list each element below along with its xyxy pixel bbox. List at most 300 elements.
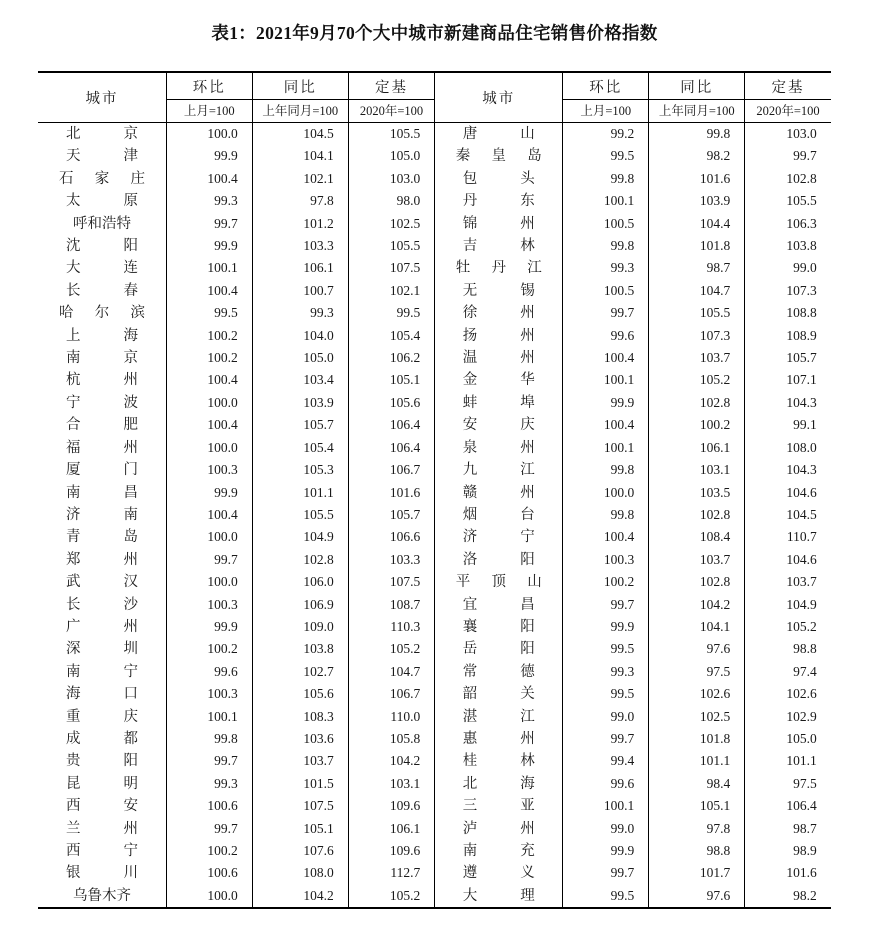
city-name-cell xyxy=(38,795,166,817)
mom-value-cell: 100.2 xyxy=(563,571,649,593)
mom-value-cell: 100.3 xyxy=(166,459,252,481)
table-row xyxy=(435,213,831,235)
col-header-yoy-left: 同比 xyxy=(252,72,348,100)
yoy-value-cell: 102.8 xyxy=(649,571,745,593)
city-name-text: 兰州 xyxy=(66,820,138,837)
fixed-base-value-cell: 98.2 xyxy=(745,885,831,908)
city-name-text: 重庆 xyxy=(66,708,138,725)
fixed-base-value-cell: 112.7 xyxy=(390,865,421,881)
table-row xyxy=(435,638,831,660)
city-name-text: 哈尔滨 xyxy=(59,305,145,322)
yoy-value-cell: 103.7 xyxy=(252,750,348,772)
city-name-cell xyxy=(38,773,166,795)
yoy-value-cell: 97.6 xyxy=(649,638,745,660)
mom-value-cell: 100.0 xyxy=(166,123,252,146)
city-name-cell xyxy=(435,526,563,548)
city-name-cell xyxy=(435,571,563,593)
fixed-base-value-cell: 99.0 xyxy=(793,260,817,276)
city-name-text: 湛江 xyxy=(462,708,535,725)
city-name-text: 韶关 xyxy=(462,686,535,703)
mom-value-cell: 99.0 xyxy=(563,706,649,728)
col-header-mom-left: 环比 xyxy=(166,72,252,100)
city-name-cell xyxy=(38,123,166,146)
table-row xyxy=(38,257,434,279)
city-name-cell xyxy=(435,280,563,302)
table-row xyxy=(435,459,831,481)
table-row xyxy=(38,190,434,212)
mom-value-cell: 100.4 xyxy=(563,414,649,436)
city-name-cell xyxy=(38,683,166,705)
city-name-cell xyxy=(38,571,166,593)
city-name-cell xyxy=(435,706,563,728)
yoy-value-cell: 108.3 xyxy=(252,706,348,728)
fixed-base-value-cell: 98.0 xyxy=(396,193,421,209)
city-name-text: 沈阳 xyxy=(66,238,138,255)
city-name-text: 郑州 xyxy=(66,551,138,568)
city-name-text: 金华 xyxy=(462,372,535,389)
mom-value-cell: 100.1 xyxy=(563,190,649,212)
city-name-text: 无锡 xyxy=(462,282,535,299)
mom-value-cell: 100.4 xyxy=(563,347,649,369)
mom-value-cell: 99.6 xyxy=(166,661,252,683)
fixed-base-value-cell: 110.3 xyxy=(390,618,421,634)
fixed-base-value-cell: 108.0 xyxy=(786,439,817,455)
mom-value-cell: 100.1 xyxy=(166,257,252,279)
fixed-base-value-cell: 102.1 xyxy=(389,282,421,298)
city-name-cell xyxy=(435,482,563,504)
city-name-text: 三亚 xyxy=(462,798,535,815)
yoy-value-cell: 105.6 xyxy=(252,683,348,705)
city-name-cell xyxy=(38,840,166,862)
table-row xyxy=(38,437,434,459)
fixed-base-value-cell: 99.7 xyxy=(793,148,817,164)
table-row xyxy=(435,526,831,548)
fixed-base-value-cell: 107.5 xyxy=(389,260,421,276)
yoy-value-cell: 102.8 xyxy=(252,549,348,571)
city-name-text: 九江 xyxy=(462,462,535,479)
mom-value-cell: 99.3 xyxy=(563,257,649,279)
mom-value-cell: 99.7 xyxy=(166,818,252,840)
city-name-text: 大理 xyxy=(462,887,535,904)
header-row-group-right xyxy=(435,72,831,100)
city-name-text: 南昌 xyxy=(66,484,138,501)
mom-value-cell: 99.8 xyxy=(563,168,649,190)
table-row xyxy=(38,638,434,660)
yoy-value-cell: 105.3 xyxy=(252,459,348,481)
yoy-value-cell: 108.4 xyxy=(649,526,745,548)
fixed-base-value-cell: 98.7 xyxy=(793,820,817,836)
mom-value-cell: 100.0 xyxy=(166,885,252,908)
mom-value-cell: 99.3 xyxy=(166,190,252,212)
fixed-base-value-cell: 103.0 xyxy=(389,170,421,186)
table-head-left xyxy=(38,72,434,123)
city-name-cell xyxy=(435,683,563,705)
fixed-base-value-cell: 105.5 xyxy=(389,238,421,254)
yoy-value-cell: 101.5 xyxy=(252,773,348,795)
mom-value-cell: 100.4 xyxy=(166,280,252,302)
yoy-value-cell: 101.7 xyxy=(649,862,745,884)
table-row xyxy=(38,526,434,548)
yoy-value-cell: 104.5 xyxy=(252,123,348,146)
table-row xyxy=(435,392,831,414)
city-name-cell xyxy=(435,594,563,616)
city-name-text: 昆明 xyxy=(66,775,138,792)
city-name-text: 呼和浩特 xyxy=(73,215,131,232)
table-row xyxy=(38,885,434,908)
table-row xyxy=(435,571,831,593)
yoy-value-cell: 100.2 xyxy=(649,414,745,436)
city-name-text: 天津 xyxy=(66,148,138,165)
table-row xyxy=(435,818,831,840)
col-header-fixed-right: 定基 xyxy=(745,72,831,100)
table-head-right xyxy=(435,72,831,123)
table-row xyxy=(435,369,831,391)
mom-value-cell: 99.9 xyxy=(563,840,649,862)
city-name-cell xyxy=(435,145,563,167)
city-name-text: 岳阳 xyxy=(462,641,535,658)
fixed-base-value-cell: 105.2 xyxy=(348,885,434,908)
yoy-value-cell: 103.3 xyxy=(252,235,348,257)
city-name-cell xyxy=(38,638,166,660)
fixed-base-value-cell: 107.5 xyxy=(389,574,421,590)
yoy-value-cell: 104.1 xyxy=(649,616,745,638)
fixed-base-value-cell: 101.1 xyxy=(786,753,817,769)
table-row xyxy=(435,795,831,817)
city-name-cell xyxy=(38,392,166,414)
fixed-base-value-cell: 99.1 xyxy=(793,417,817,433)
city-name-cell xyxy=(435,235,563,257)
city-name-text: 广州 xyxy=(66,618,138,635)
mom-value-cell: 99.9 xyxy=(166,235,252,257)
table-row xyxy=(38,549,434,571)
city-name-text: 南宁 xyxy=(66,663,138,680)
table-row xyxy=(38,459,434,481)
yoy-value-cell: 101.1 xyxy=(649,750,745,772)
city-name-text: 烟台 xyxy=(462,506,535,523)
table-row xyxy=(38,414,434,436)
city-name-cell xyxy=(38,818,166,840)
fixed-base-value-cell: 97.5 xyxy=(793,775,817,791)
city-name-text: 济宁 xyxy=(462,529,535,546)
city-name-cell xyxy=(435,325,563,347)
city-name-cell xyxy=(435,885,563,908)
city-name-text: 吉林 xyxy=(462,238,535,255)
table-row xyxy=(38,795,434,817)
city-name-cell xyxy=(435,168,563,190)
city-name-cell xyxy=(38,504,166,526)
fixed-base-value-cell: 103.8 xyxy=(786,238,817,254)
city-name-text: 青岛 xyxy=(66,529,138,546)
city-name-cell xyxy=(38,213,166,235)
city-name-text: 唐山 xyxy=(462,126,535,142)
mom-value-cell: 100.4 xyxy=(166,504,252,526)
fixed-base-value-cell: 104.2 xyxy=(389,753,421,769)
yoy-value-cell: 101.2 xyxy=(252,213,348,235)
table-row xyxy=(38,594,434,616)
fixed-base-value-cell: 109.6 xyxy=(389,843,421,858)
city-name-cell xyxy=(38,280,166,302)
mom-value-cell: 99.7 xyxy=(563,594,649,616)
fixed-base-value-cell: 109.6 xyxy=(389,798,421,814)
table-row xyxy=(435,706,831,728)
table-row xyxy=(38,661,434,683)
mom-value-cell: 99.3 xyxy=(563,661,649,683)
city-name-text: 平顶山 xyxy=(455,574,542,591)
city-name-text: 蚌埠 xyxy=(462,394,535,411)
table-row xyxy=(435,661,831,683)
mom-value-cell: 99.6 xyxy=(563,773,649,795)
city-name-text: 徐州 xyxy=(462,305,535,322)
yoy-value-cell: 101.8 xyxy=(649,728,745,750)
table-row xyxy=(38,728,434,750)
table-row xyxy=(38,571,434,593)
city-name-cell xyxy=(38,302,166,324)
mom-value-cell: 100.3 xyxy=(166,683,252,705)
fixed-base-value-cell: 105.7 xyxy=(389,506,421,522)
fixed-base-value-cell: 106.6 xyxy=(389,529,421,545)
city-name-cell xyxy=(38,325,166,347)
mom-value-cell: 99.5 xyxy=(563,885,649,908)
mom-value-cell: 100.0 xyxy=(166,571,252,593)
table-row xyxy=(435,235,831,257)
city-name-cell xyxy=(435,437,563,459)
mom-value-cell: 100.5 xyxy=(563,213,649,235)
mom-value-cell: 99.0 xyxy=(563,818,649,840)
fixed-base-value-cell: 102.5 xyxy=(389,215,421,231)
fixed-base-value-cell: 105.5 xyxy=(389,126,421,141)
mom-value-cell: 100.0 xyxy=(166,526,252,548)
col-subheader-yoy-base-left: 上年同月=100 xyxy=(252,100,348,123)
city-name-text: 牡丹江 xyxy=(455,260,542,277)
city-name-cell xyxy=(38,235,166,257)
table-row xyxy=(435,482,831,504)
city-name-text: 太原 xyxy=(66,193,138,210)
mom-value-cell: 100.2 xyxy=(166,638,252,660)
yoy-value-cell: 103.6 xyxy=(252,728,348,750)
table-row xyxy=(435,437,831,459)
table-row xyxy=(435,728,831,750)
city-name-text: 长春 xyxy=(66,282,138,299)
fixed-base-value-cell: 105.4 xyxy=(389,327,421,343)
city-name-cell xyxy=(38,414,166,436)
yoy-value-cell: 103.9 xyxy=(252,392,348,414)
city-name-text: 北海 xyxy=(462,775,535,792)
city-name-text: 安庆 xyxy=(462,417,535,434)
fixed-base-value-cell: 106.7 xyxy=(389,686,421,702)
col-subheader-mom-base-left: 上月=100 xyxy=(166,100,252,123)
city-name-cell xyxy=(38,862,166,884)
fixed-base-value-cell: 105.2 xyxy=(389,641,421,657)
table-row xyxy=(38,862,434,884)
city-name-text: 宁波 xyxy=(66,394,138,411)
yoy-value-cell: 101.6 xyxy=(649,168,745,190)
fixed-base-value-cell: 98.9 xyxy=(793,843,817,858)
table-row xyxy=(38,818,434,840)
yoy-value-cell: 99.8 xyxy=(649,123,745,146)
city-name-text: 银川 xyxy=(66,865,138,882)
city-name-text: 成都 xyxy=(66,730,138,747)
city-name-text: 遵义 xyxy=(462,865,535,882)
fixed-base-value-cell: 106.4 xyxy=(786,798,817,814)
table-row xyxy=(38,325,434,347)
city-name-cell xyxy=(435,392,563,414)
fixed-base-value-cell: 104.7 xyxy=(389,663,421,679)
yoy-value-cell: 103.7 xyxy=(649,549,745,571)
city-name-text: 杭州 xyxy=(66,372,138,389)
fixed-base-value-cell: 110.7 xyxy=(786,529,817,545)
city-name-cell xyxy=(435,840,563,862)
city-name-cell xyxy=(38,661,166,683)
city-name-text: 南京 xyxy=(66,350,138,367)
city-name-cell xyxy=(435,123,563,146)
yoy-value-cell: 102.8 xyxy=(649,504,745,526)
city-name-text: 洛阳 xyxy=(462,551,535,568)
fixed-base-value-cell: 105.7 xyxy=(786,350,817,366)
mom-value-cell: 99.8 xyxy=(166,728,252,750)
yoy-value-cell: 106.9 xyxy=(252,594,348,616)
table-row xyxy=(38,683,434,705)
table-row xyxy=(38,616,434,638)
price-index-tables xyxy=(0,71,869,909)
table-row xyxy=(435,862,831,884)
city-name-text: 北京 xyxy=(66,126,138,142)
fixed-base-value-cell: 106.3 xyxy=(786,215,817,231)
col-subheader-fixed-base-left: 2020年=100 xyxy=(348,100,434,123)
mom-value-cell: 99.5 xyxy=(563,638,649,660)
fixed-base-value-cell: 105.1 xyxy=(389,372,421,388)
city-name-cell xyxy=(38,728,166,750)
city-name-cell xyxy=(435,414,563,436)
yoy-value-cell: 104.2 xyxy=(649,594,745,616)
yoy-value-cell: 108.0 xyxy=(252,862,348,884)
fixed-base-value-cell: 105.5 xyxy=(786,193,817,209)
mom-value-cell: 100.0 xyxy=(563,482,649,504)
mom-value-cell: 100.1 xyxy=(563,795,649,817)
city-name-text: 包头 xyxy=(462,170,535,187)
city-name-cell xyxy=(38,526,166,548)
mom-value-cell: 99.8 xyxy=(563,235,649,257)
yoy-value-cell: 98.4 xyxy=(649,773,745,795)
fixed-base-value-cell: 108.7 xyxy=(389,596,421,612)
city-name-cell xyxy=(435,862,563,884)
yoy-value-cell: 106.1 xyxy=(649,437,745,459)
city-name-text: 南充 xyxy=(462,843,535,859)
price-index-table-left xyxy=(38,71,434,909)
table-row xyxy=(38,302,434,324)
yoy-value-cell: 97.6 xyxy=(649,885,745,908)
yoy-value-cell: 102.6 xyxy=(649,683,745,705)
table-row xyxy=(38,504,434,526)
mom-value-cell: 100.3 xyxy=(166,594,252,616)
yoy-value-cell: 98.7 xyxy=(649,257,745,279)
mom-value-cell: 100.4 xyxy=(563,526,649,548)
fixed-base-value-cell: 102.9 xyxy=(786,708,817,724)
fixed-base-value-cell: 105.0 xyxy=(786,730,817,746)
mom-value-cell: 100.1 xyxy=(166,706,252,728)
city-name-cell xyxy=(38,145,166,167)
fixed-base-value-cell: 105.2 xyxy=(786,618,817,634)
table-row xyxy=(38,235,434,257)
city-name-text: 温州 xyxy=(462,350,535,367)
table-row xyxy=(435,347,831,369)
yoy-value-cell: 100.7 xyxy=(252,280,348,302)
yoy-value-cell: 106.0 xyxy=(252,571,348,593)
yoy-value-cell: 105.1 xyxy=(649,795,745,817)
table-row xyxy=(38,347,434,369)
mom-value-cell: 100.0 xyxy=(166,392,252,414)
col-subheader-fixed-base-right: 2020年=100 xyxy=(745,100,831,123)
mom-value-cell: 100.3 xyxy=(563,549,649,571)
city-name-cell xyxy=(38,594,166,616)
mom-value-cell: 99.9 xyxy=(166,145,252,167)
price-index-table-right xyxy=(434,71,831,909)
city-name-cell xyxy=(435,750,563,772)
table-row xyxy=(38,773,434,795)
city-name-text: 西宁 xyxy=(66,843,138,859)
yoy-value-cell: 105.7 xyxy=(252,414,348,436)
mom-value-cell: 99.7 xyxy=(563,302,649,324)
city-name-text: 襄阳 xyxy=(462,618,535,635)
city-name-text: 合肥 xyxy=(66,417,138,434)
city-name-cell xyxy=(38,482,166,504)
city-name-cell xyxy=(435,638,563,660)
table-row xyxy=(435,594,831,616)
fixed-base-value-cell: 106.4 xyxy=(389,417,421,433)
mom-value-cell: 100.1 xyxy=(563,369,649,391)
city-name-text: 丹东 xyxy=(462,193,535,210)
fixed-base-value-cell: 106.4 xyxy=(389,439,421,455)
table-body-left xyxy=(38,123,434,909)
fixed-base-value-cell: 99.5 xyxy=(396,305,421,321)
yoy-value-cell: 107.3 xyxy=(649,325,745,347)
yoy-value-cell: 98.8 xyxy=(649,840,745,862)
city-name-cell xyxy=(435,213,563,235)
table-row xyxy=(435,168,831,190)
table-row xyxy=(435,280,831,302)
city-name-cell xyxy=(435,795,563,817)
fixed-base-value-cell: 105.0 xyxy=(389,148,421,164)
city-name-cell xyxy=(435,369,563,391)
col-header-city-left: 城市 xyxy=(38,72,166,123)
table-row xyxy=(38,706,434,728)
col-header-mom-right: 环比 xyxy=(563,72,649,100)
city-name-text: 深圳 xyxy=(66,641,138,658)
city-name-cell xyxy=(435,773,563,795)
mom-value-cell: 100.2 xyxy=(166,325,252,347)
city-name-cell xyxy=(38,347,166,369)
table-row xyxy=(435,885,831,908)
fixed-base-value-cell: 103.3 xyxy=(389,551,421,567)
col-subheader-mom-base-right: 上月=100 xyxy=(563,100,649,123)
yoy-value-cell: 101.1 xyxy=(252,482,348,504)
table-row xyxy=(435,616,831,638)
city-name-text: 济南 xyxy=(66,506,138,523)
table-row xyxy=(435,190,831,212)
city-name-cell xyxy=(435,504,563,526)
fixed-base-value-cell: 104.3 xyxy=(786,394,817,410)
city-name-text: 武汉 xyxy=(66,574,138,591)
table-row xyxy=(38,168,434,190)
mom-value-cell: 100.2 xyxy=(166,840,252,862)
table-row xyxy=(38,123,434,146)
table-row xyxy=(435,145,831,167)
fixed-base-value-cell: 103.7 xyxy=(786,574,817,590)
city-name-text: 赣州 xyxy=(462,484,535,501)
table-row xyxy=(435,257,831,279)
yoy-value-cell: 102.8 xyxy=(649,392,745,414)
yoy-value-cell: 98.2 xyxy=(649,145,745,167)
mom-value-cell: 100.4 xyxy=(166,414,252,436)
